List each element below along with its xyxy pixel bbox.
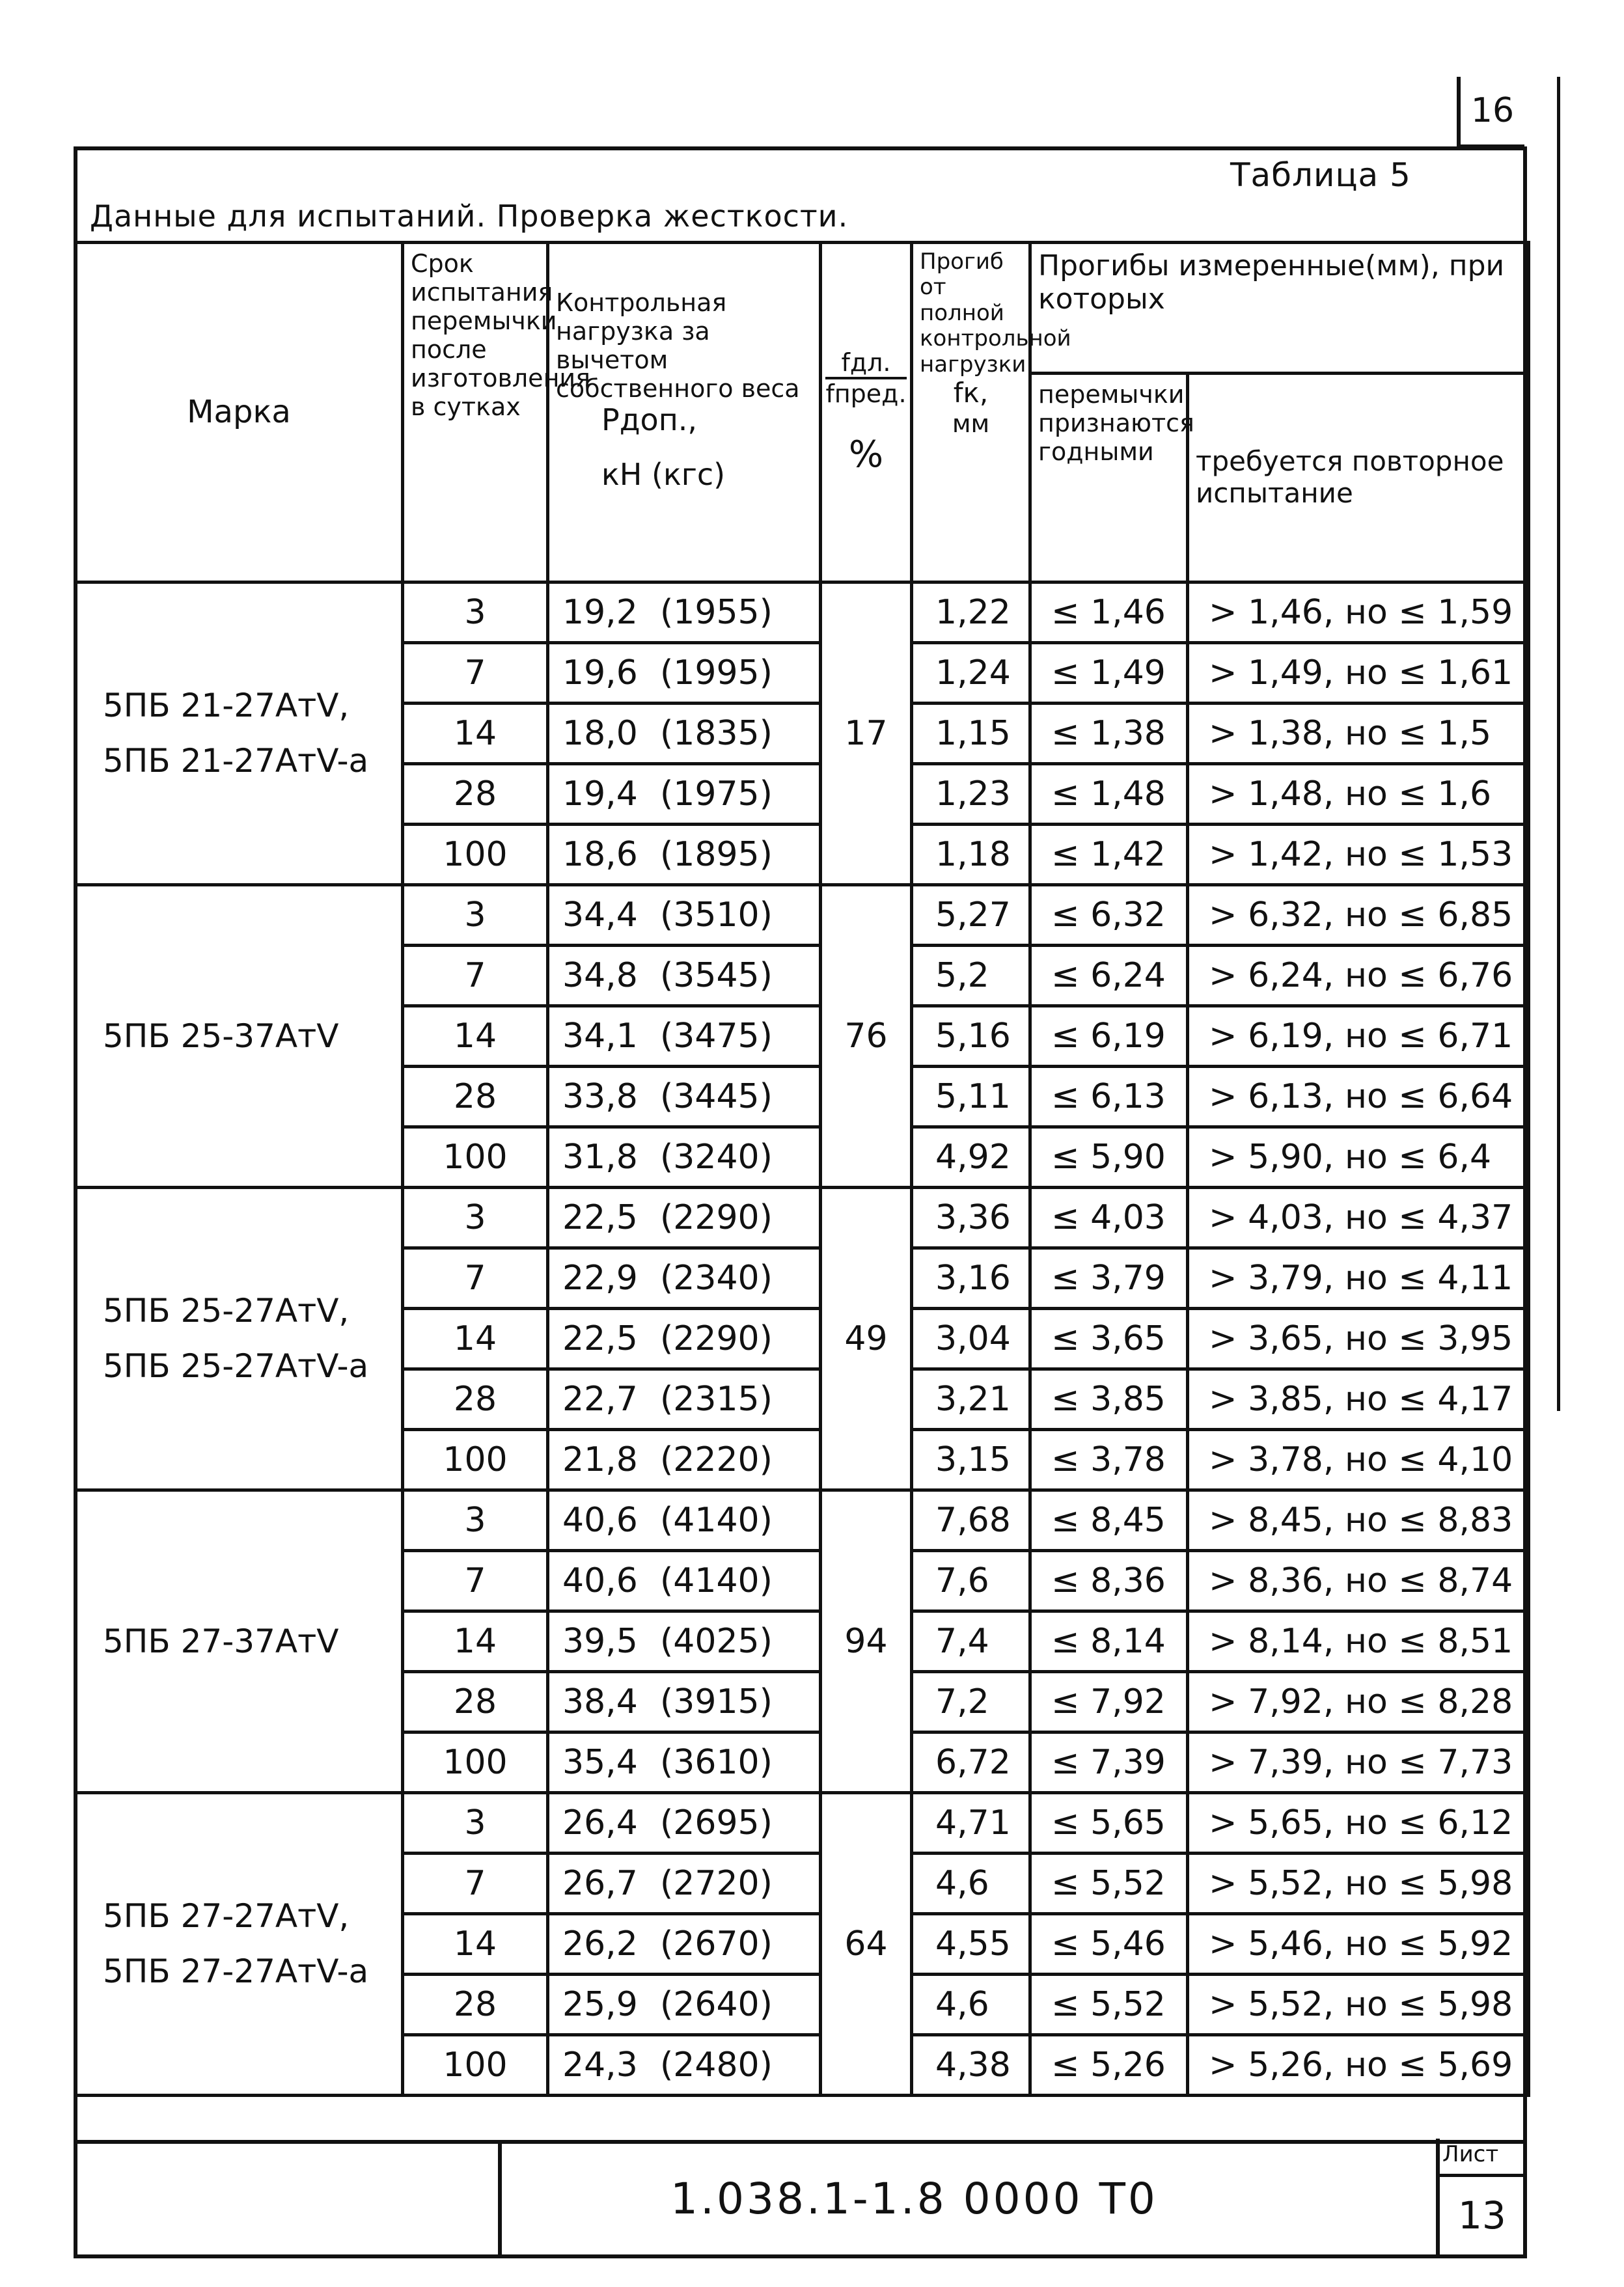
accepted-cell: ≤ 6,24 — [1030, 946, 1188, 1006]
load-kn: 22,5 — [562, 1319, 638, 1358]
stamp-rule — [74, 2140, 498, 2144]
mark-line: 5ПБ 27-27АтV, — [103, 1897, 350, 1935]
accepted-cell: ≤ 1,42 — [1030, 825, 1188, 885]
accepted-cell: ≤ 7,92 — [1030, 1672, 1188, 1732]
load-kgf: (2695) — [660, 1803, 773, 1842]
load-kn: 34,8 — [562, 956, 638, 995]
accepted-cell: ≤ 5,52 — [1030, 1975, 1188, 2035]
load-cell — [548, 1067, 821, 1127]
accepted-cell: ≤ 8,36 — [1030, 1551, 1188, 1611]
header-load-units: кН (кгс) — [601, 456, 726, 492]
load-kgf: (2720) — [660, 1864, 773, 1903]
deflection-cell: 5,11 — [912, 1067, 1030, 1127]
accepted-cell: ≤ 1,38 — [1030, 704, 1188, 764]
deflection-cell: 4,92 — [912, 1127, 1030, 1188]
accepted-cell: ≤ 6,32 — [1030, 885, 1188, 946]
load-kn: 22,7 — [562, 1380, 638, 1419]
load-kn: 22,5 — [562, 1198, 638, 1237]
load-cell — [548, 1006, 821, 1067]
term-cell: 100 — [403, 825, 548, 885]
mark-cell — [76, 885, 403, 1188]
accepted-cell: ≤ 6,13 — [1030, 1067, 1188, 1127]
table-row — [76, 582, 1529, 643]
deflection-cell: 4,71 — [912, 1793, 1030, 1854]
ratio-cell: 17 — [821, 582, 912, 885]
load-kn: 22,9 — [562, 1259, 638, 1298]
retest-cell: > 4,03, но ≤ 4,37 — [1188, 1188, 1529, 1248]
retest-cell: > 1,38, но ≤ 1,5 — [1188, 704, 1529, 764]
ratio-units: % — [848, 433, 884, 476]
mark-cell — [76, 1793, 403, 2096]
retest-cell: > 8,14, но ≤ 8,51 — [1188, 1611, 1529, 1672]
load-kgf: (3510) — [660, 896, 773, 935]
mark-cell — [76, 582, 403, 885]
mark-line: 5ПБ 21-27АтV, — [103, 687, 350, 724]
ratio-cell: 64 — [821, 1793, 912, 2096]
load-kn: 26,2 — [562, 1924, 638, 1964]
term-cell: 14 — [403, 1309, 548, 1369]
load-cell — [548, 825, 821, 885]
retest-cell: > 1,49, но ≤ 1,61 — [1188, 643, 1529, 704]
document-code: 1.038.1-1.8 0000 Т0 — [670, 2174, 1158, 2224]
retest-cell: > 3,65, но ≤ 3,95 — [1188, 1309, 1529, 1369]
header-load-text: Контрольная нагрузка за вычетом собственного веса — [556, 288, 800, 404]
deflection-cell: 7,68 — [912, 1490, 1030, 1551]
load-kn: 18,0 — [562, 714, 638, 753]
term-cell: 100 — [403, 1732, 548, 1793]
load-kgf: (2315) — [660, 1380, 773, 1419]
header-mark: Марка — [76, 243, 403, 582]
load-cell — [548, 1309, 821, 1369]
load-kn: 40,6 — [562, 1501, 638, 1540]
margin-line — [1557, 77, 1560, 1411]
load-kn: 19,4 — [562, 774, 638, 814]
deflection-cell: 7,4 — [912, 1611, 1030, 1672]
term-cell: 100 — [403, 1127, 548, 1188]
accepted-cell: ≤ 5,52 — [1030, 1854, 1188, 1914]
load-kgf: (3240) — [660, 1138, 773, 1177]
load-kn: 26,7 — [562, 1864, 638, 1903]
mark-line: 5ПБ 21-27АтV-а — [103, 742, 369, 780]
term-cell: 28 — [403, 1672, 548, 1732]
accepted-cell: ≤ 6,19 — [1030, 1006, 1188, 1067]
table-row — [76, 1490, 1529, 1551]
deflection-cell: 4,6 — [912, 1854, 1030, 1914]
deflection-cell: 1,22 — [912, 582, 1030, 643]
load-cell — [548, 1975, 821, 2035]
header-accepted: перемычки признаются годными — [1030, 374, 1188, 582]
header-deflection — [912, 243, 1071, 582]
load-kgf: (1975) — [660, 774, 773, 814]
ratio-cell: 94 — [821, 1490, 912, 1793]
accepted-cell: ≤ 1,46 — [1030, 582, 1188, 643]
retest-cell: > 6,19, но ≤ 6,71 — [1188, 1006, 1529, 1067]
deflection-cell: 7,6 — [912, 1551, 1030, 1611]
load-kn: 19,6 — [562, 653, 638, 692]
stiffness-test-table — [74, 241, 1530, 2097]
deflection-cell: 6,72 — [912, 1732, 1030, 1793]
accepted-cell: ≤ 5,46 — [1030, 1914, 1188, 1975]
header-measured: Прогибы измеренные(мм), при которых — [1030, 243, 1529, 374]
load-kn: 21,8 — [562, 1440, 638, 1479]
load-kgf: (2640) — [660, 1985, 773, 2024]
term-cell: 100 — [403, 1430, 548, 1490]
ratio-denominator: fпред. — [825, 379, 907, 409]
term-cell: 28 — [403, 764, 548, 825]
header-retest: требуется повторное испытание — [1188, 374, 1529, 582]
load-kgf: (2340) — [660, 1259, 773, 1298]
term-cell: 7 — [403, 1854, 548, 1914]
header-deflection-units: мм — [952, 409, 990, 438]
term-cell: 3 — [403, 582, 548, 643]
load-kn: 25,9 — [562, 1985, 638, 2024]
accepted-cell: ≤ 3,79 — [1030, 1248, 1188, 1309]
load-kgf: (3915) — [660, 1682, 773, 1721]
mark-line: 5ПБ 27-27АтV-а — [103, 1952, 369, 1990]
retest-cell: > 7,92, но ≤ 8,28 — [1188, 1672, 1529, 1732]
load-kgf: (3445) — [660, 1077, 773, 1116]
deflection-cell: 5,2 — [912, 946, 1030, 1006]
load-cell — [548, 1854, 821, 1914]
retest-cell: > 3,85, но ≤ 4,17 — [1188, 1369, 1529, 1430]
retest-cell: > 5,46, но ≤ 5,92 — [1188, 1914, 1529, 1975]
table-row — [76, 1793, 1529, 1854]
term-cell: 7 — [403, 643, 548, 704]
load-cell — [548, 946, 821, 1006]
mark-cell — [76, 1188, 403, 1490]
load-cell — [548, 1793, 821, 1854]
deflection-cell: 3,16 — [912, 1248, 1030, 1309]
retest-cell: > 1,46, но ≤ 1,59 — [1188, 582, 1529, 643]
mark-line: 5ПБ 25-27АтV, — [103, 1292, 350, 1330]
term-cell: 100 — [403, 2035, 548, 2096]
load-cell — [548, 1188, 821, 1248]
load-cell — [548, 1430, 821, 1490]
retest-cell: > 3,78, но ≤ 4,10 — [1188, 1430, 1529, 1490]
header-deflection-text: Прогиб от полной контрольной нагрузки — [920, 249, 1071, 377]
load-kgf: (3475) — [660, 1017, 773, 1056]
deflection-cell: 3,15 — [912, 1430, 1030, 1490]
load-kgf: (4140) — [660, 1501, 773, 1540]
accepted-cell: ≤ 3,85 — [1030, 1369, 1188, 1430]
retest-cell: > 7,39, но ≤ 7,73 — [1188, 1732, 1529, 1793]
term-cell: 28 — [403, 1975, 548, 2035]
load-cell — [548, 704, 821, 764]
accepted-cell: ≤ 7,39 — [1030, 1732, 1188, 1793]
load-cell — [548, 764, 821, 825]
retest-cell: > 5,65, но ≤ 6,12 — [1188, 1793, 1529, 1854]
ratio-cell: 76 — [821, 885, 912, 1188]
deflection-cell: 5,27 — [912, 885, 1030, 946]
load-cell — [548, 1672, 821, 1732]
load-cell — [548, 885, 821, 946]
header-ratio — [821, 243, 912, 582]
load-kn: 38,4 — [562, 1682, 638, 1721]
deflection-cell: 1,24 — [912, 643, 1030, 704]
load-kgf: (3545) — [660, 956, 773, 995]
retest-cell: > 5,52, но ≤ 5,98 — [1188, 1854, 1529, 1914]
ratio-numerator: fдл. — [825, 348, 906, 379]
deflection-cell: 3,21 — [912, 1369, 1030, 1430]
term-cell: 7 — [403, 1248, 548, 1309]
load-kgf: (2670) — [660, 1924, 773, 1964]
ratio-cell: 49 — [821, 1188, 912, 1490]
term-cell: 3 — [403, 1793, 548, 1854]
term-cell: 3 — [403, 1188, 548, 1248]
mark-line: 5ПБ 25-37АтV — [103, 1017, 339, 1055]
load-kgf: (2290) — [660, 1198, 773, 1237]
mark-cell — [76, 1490, 403, 1793]
accepted-cell: ≤ 5,65 — [1030, 1793, 1188, 1854]
load-cell — [548, 1914, 821, 1975]
mark-line: 5ПБ 27-37АтV — [103, 1622, 339, 1660]
load-kn: 33,8 — [562, 1077, 638, 1116]
header-load — [548, 243, 821, 582]
load-kn: 34,1 — [562, 1017, 638, 1056]
load-kn: 18,6 — [562, 835, 638, 874]
term-cell: 28 — [403, 1369, 548, 1430]
retest-cell: > 5,90, но ≤ 6,4 — [1188, 1127, 1529, 1188]
deflection-cell: 4,55 — [912, 1914, 1030, 1975]
accepted-cell: ≤ 4,03 — [1030, 1188, 1188, 1248]
table-caption: Данные для испытаний. Проверка жесткости. — [90, 199, 849, 234]
retest-cell: > 3,79, но ≤ 4,11 — [1188, 1248, 1529, 1309]
load-kgf: (2290) — [660, 1319, 773, 1358]
load-kn: 39,5 — [562, 1622, 638, 1661]
page-number: 16 — [1457, 77, 1524, 148]
mark-line: 5ПБ 25-27АтV-а — [103, 1347, 369, 1385]
load-kn: 34,4 — [562, 896, 638, 935]
load-cell — [548, 2035, 821, 2096]
table-body — [76, 582, 1529, 2096]
table-row — [76, 1188, 1529, 1248]
table-label: Таблица 5 — [1230, 156, 1411, 194]
accepted-cell: ≤ 1,49 — [1030, 643, 1188, 704]
load-kn: 24,3 — [562, 2046, 638, 2085]
load-cell — [548, 1248, 821, 1309]
load-kgf: (2220) — [660, 1440, 773, 1479]
load-kgf: (3610) — [660, 1743, 773, 1782]
load-cell — [548, 643, 821, 704]
retest-cell: > 1,48, но ≤ 1,6 — [1188, 764, 1529, 825]
deflection-cell: 5,16 — [912, 1006, 1030, 1067]
term-cell: 14 — [403, 1611, 548, 1672]
header-term: Срок испытания перемычки после изготовления в сутках — [403, 243, 548, 582]
term-cell: 28 — [403, 1067, 548, 1127]
retest-cell: > 1,42, но ≤ 1,53 — [1188, 825, 1529, 885]
load-kgf: (1835) — [660, 714, 773, 753]
term-cell: 7 — [403, 1551, 548, 1611]
deflection-cell: 4,6 — [912, 1975, 1030, 2035]
deflection-cell: 1,15 — [912, 704, 1030, 764]
load-kn: 40,6 — [562, 1561, 638, 1600]
retest-cell: > 5,26, но ≤ 5,69 — [1188, 2035, 1529, 2096]
load-cell — [548, 1127, 821, 1188]
accepted-cell: ≤ 1,48 — [1030, 764, 1188, 825]
load-cell — [548, 1490, 821, 1551]
accepted-cell: ≤ 3,78 — [1030, 1430, 1188, 1490]
deflection-cell: 7,2 — [912, 1672, 1030, 1732]
ratio-fraction — [825, 348, 906, 408]
retest-cell: > 5,52, но ≤ 5,98 — [1188, 1975, 1529, 2035]
accepted-cell: ≤ 8,45 — [1030, 1490, 1188, 1551]
load-kn: 35,4 — [562, 1743, 638, 1782]
retest-cell: > 6,13, но ≤ 6,64 — [1188, 1067, 1529, 1127]
load-kgf: (1955) — [660, 593, 773, 632]
load-cell — [548, 582, 821, 643]
load-cell — [548, 1551, 821, 1611]
accepted-cell: ≤ 8,14 — [1030, 1611, 1188, 1672]
load-cell — [548, 1611, 821, 1672]
load-cell — [548, 1369, 821, 1430]
load-cell — [548, 1732, 821, 1793]
load-kn: 31,8 — [562, 1138, 638, 1177]
header-load-symbol: Pдоп., — [601, 402, 698, 438]
retest-cell: > 6,24, но ≤ 6,76 — [1188, 946, 1529, 1006]
deflection-cell: 1,23 — [912, 764, 1030, 825]
deflection-cell: 3,04 — [912, 1309, 1030, 1369]
load-kgf: (1995) — [660, 653, 773, 692]
retest-cell: > 8,45, но ≤ 8,83 — [1188, 1490, 1529, 1551]
load-kgf: (1895) — [660, 835, 773, 874]
load-kgf: (4025) — [660, 1622, 773, 1661]
sheet-label: Лист — [1442, 2141, 1499, 2167]
load-kgf: (2480) — [660, 2046, 773, 2085]
term-cell: 3 — [403, 885, 548, 946]
term-cell: 3 — [403, 1490, 548, 1551]
sheet-divider — [1436, 2174, 1527, 2177]
accepted-cell: ≤ 5,26 — [1030, 2035, 1188, 2096]
term-cell: 14 — [403, 1914, 548, 1975]
load-kn: 19,2 — [562, 593, 638, 632]
accepted-cell: ≤ 3,65 — [1030, 1309, 1188, 1369]
retest-cell: > 6,32, но ≤ 6,85 — [1188, 885, 1529, 946]
term-cell: 7 — [403, 946, 548, 1006]
load-kgf: (4140) — [660, 1561, 773, 1600]
retest-cell: > 8,36, но ≤ 8,74 — [1188, 1551, 1529, 1611]
accepted-cell: ≤ 5,90 — [1030, 1127, 1188, 1188]
term-cell: 14 — [403, 704, 548, 764]
term-cell: 14 — [403, 1006, 548, 1067]
deflection-cell: 1,18 — [912, 825, 1030, 885]
table-row — [76, 885, 1529, 946]
deflection-cell: 4,38 — [912, 2035, 1030, 2096]
header-deflection-symbol: fк, — [953, 377, 989, 409]
load-kn: 26,4 — [562, 1803, 638, 1842]
sheet-number: 13 — [1458, 2193, 1506, 2238]
deflection-cell: 3,36 — [912, 1188, 1030, 1248]
